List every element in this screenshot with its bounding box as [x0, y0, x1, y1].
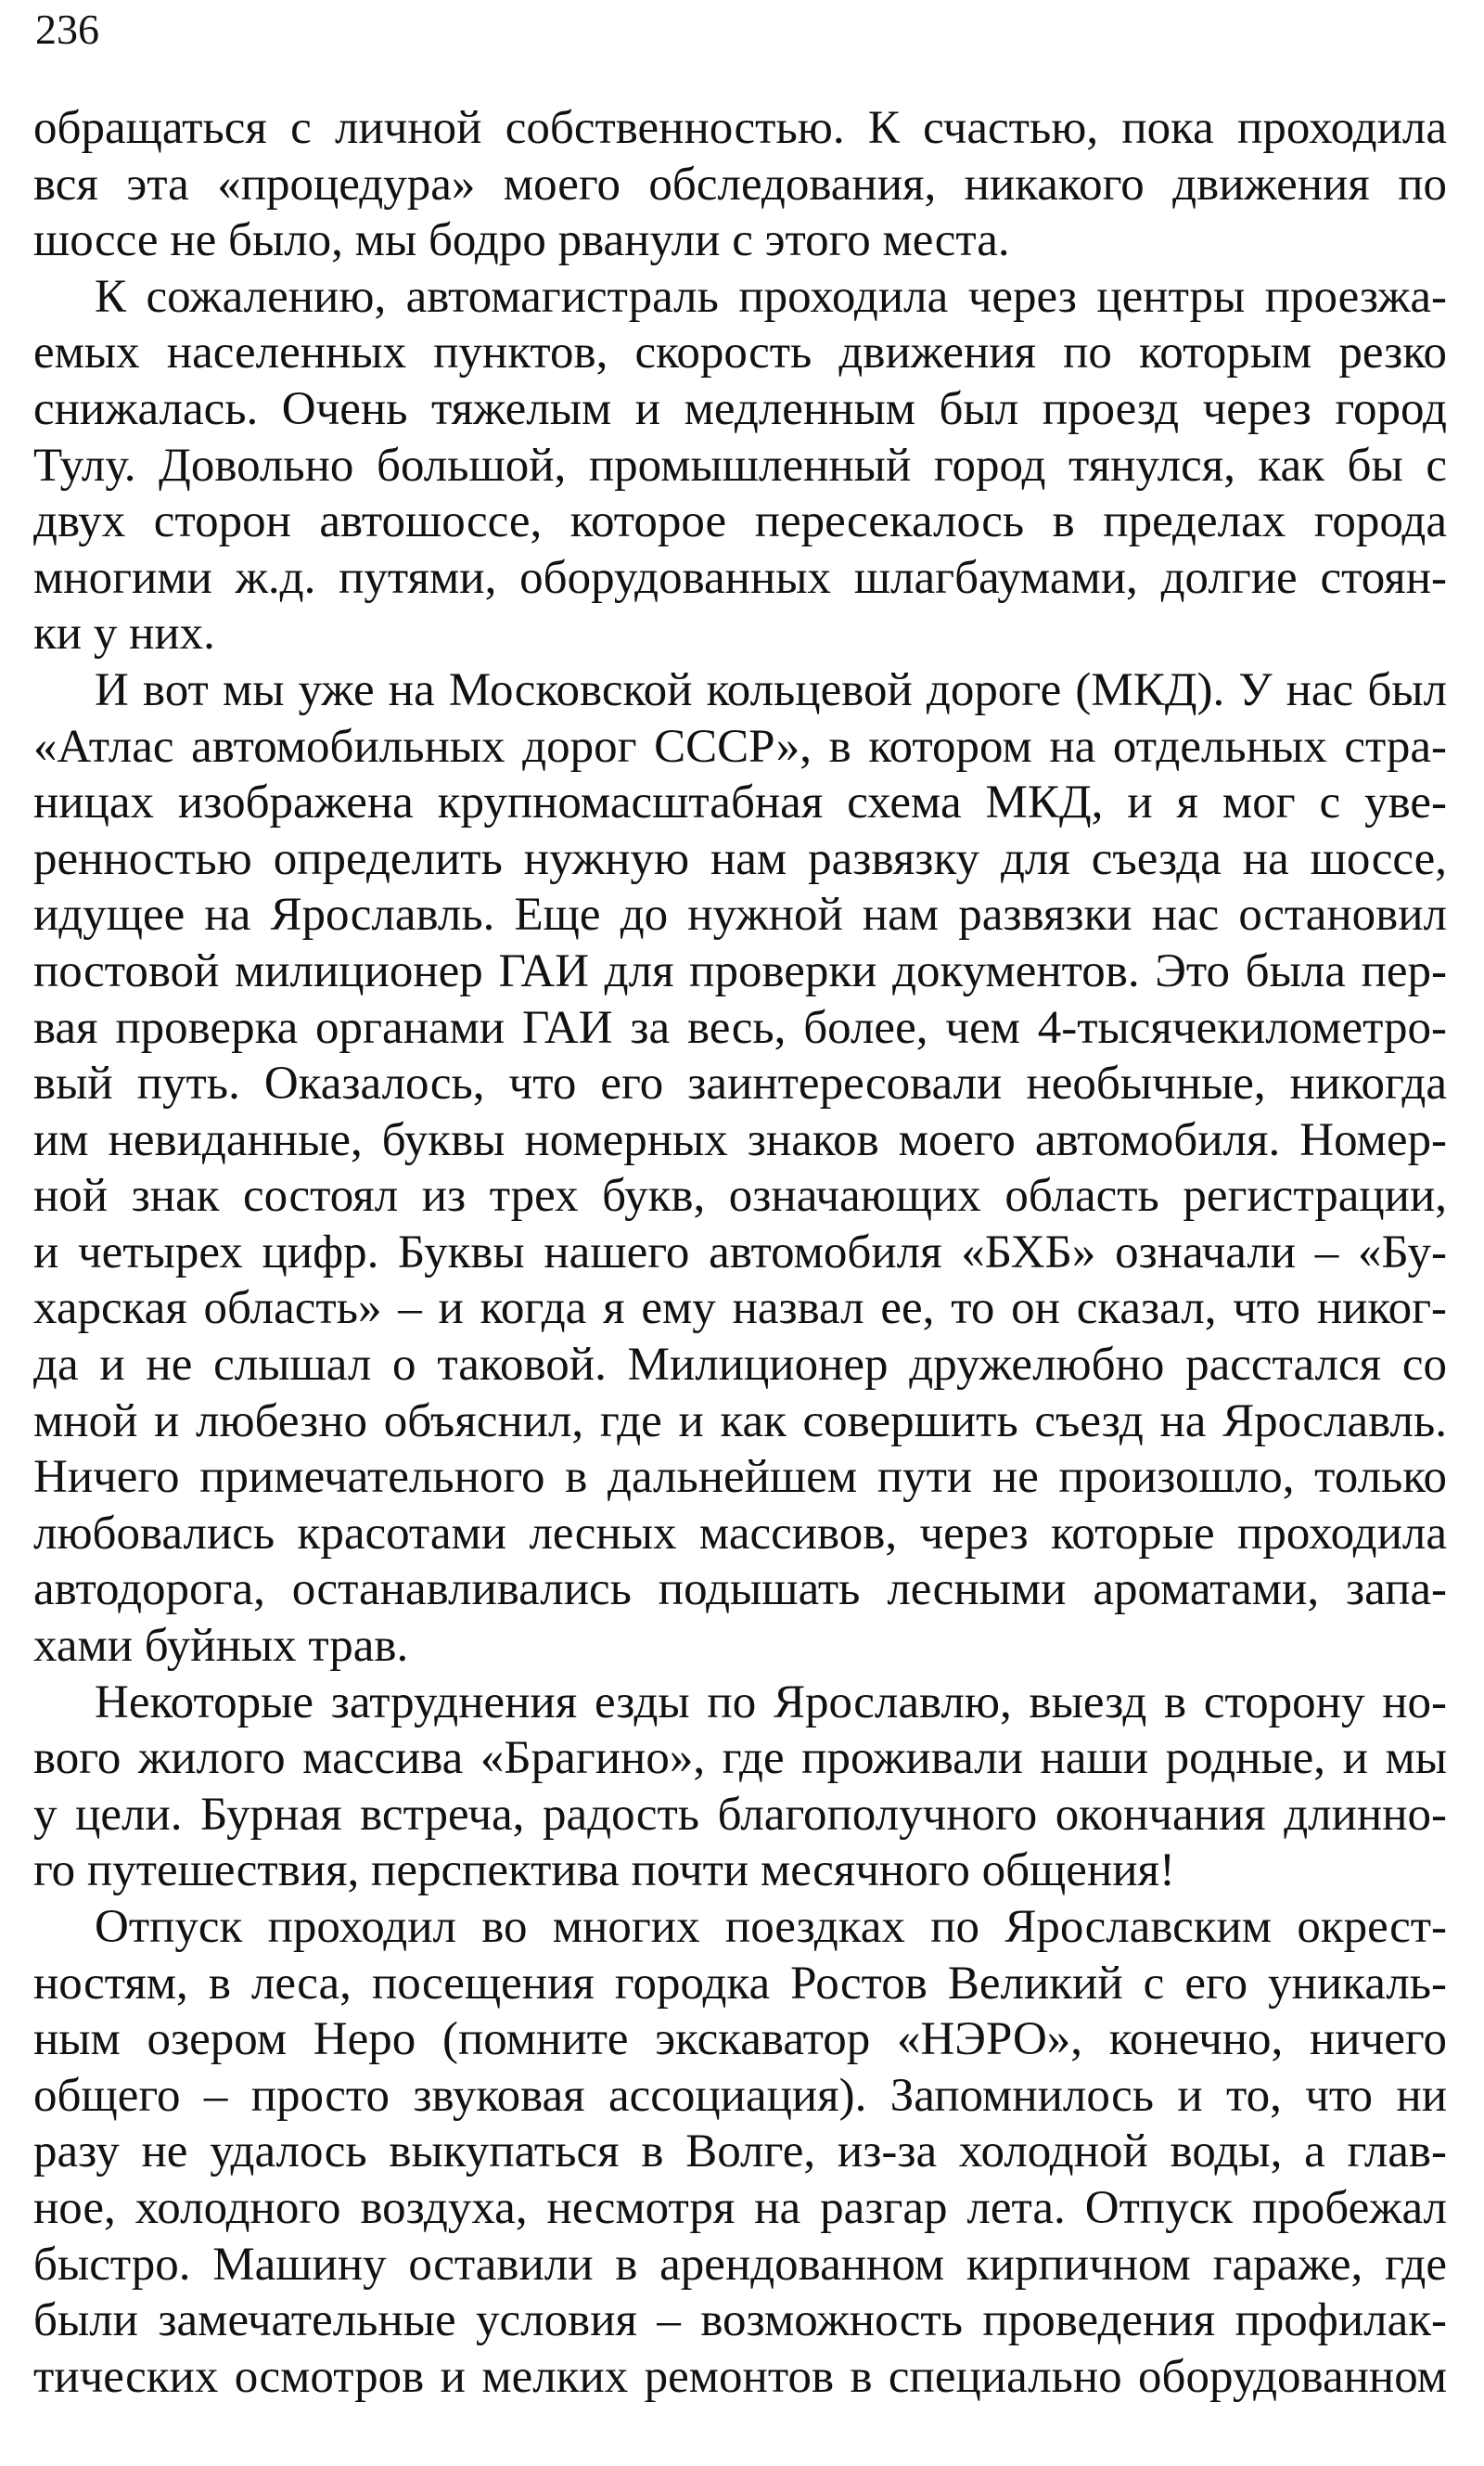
text-line: ное, холодного воздуха, несмотря на разгар лета. Отпуск пробежал	[33, 2181, 1447, 2234]
text-line: Некоторые затруднения езды по Ярославлю, выезд в сторону но-	[95, 1676, 1447, 1728]
text-line: вого жилого массива «Брагино», где проживали наши родные, и мы	[33, 1732, 1447, 1785]
body-text	[33, 100, 1447, 2405]
paragraph-1	[33, 100, 1447, 269]
paragraph-2	[33, 269, 1447, 662]
paragraph-4	[33, 1675, 1447, 1899]
text-line: идущее на Ярославль. Еще до нужной нам развязки нас остановил	[33, 889, 1447, 942]
text-line: вая проверка органами ГАИ за весь, более, чем 4-тысячекилометро-	[33, 1001, 1447, 1054]
text-line: и четырех цифр. Буквы нашего автомобиля «БХБ» означали – «Бу-	[33, 1226, 1447, 1278]
text-line: Ничего примечательного в дальнейшем пути не произошло, только	[33, 1451, 1447, 1504]
text-line: постовой милиционер ГАИ для проверки документов. Это была пер-	[33, 944, 1447, 997]
text-line: ренностью определить нужную нам развязку для съезда на шоссе,	[33, 832, 1447, 885]
text-line: ницах изображена крупномасштабная схема МКД, и я мог с уве-	[33, 777, 1447, 829]
text-line: да и не слышал о таковой. Милиционер дружелюбно расстался со	[33, 1339, 1447, 1392]
text-line: «Атлас автомобильных дорог СССР», в котором на отдельных стра-	[33, 720, 1447, 773]
page-number: 236	[35, 6, 99, 53]
text-line: общего – просто звуковая ассоциация). Запомнилось и то, что ни	[33, 2069, 1447, 2122]
paragraph-3	[33, 662, 1447, 1675]
text-line: у цели. Бурная встреча, радость благополучного окончания длинно-	[33, 1788, 1447, 1841]
text-line: вый путь. Оказалось, что его заинтересовали необычные, никогда	[33, 1058, 1447, 1111]
text-line: ной знак состоял из трех букв, означающих область регистрации,	[33, 1170, 1447, 1223]
text-line: быстро. Машину оставили в арендованном кирпичном гараже, где	[33, 2238, 1447, 2291]
text-line: го путешествия, перспектива почти месячного общения!	[33, 1844, 1175, 1897]
text-line: ностям, в леса, посещения городка Ростов Великий с его уникаль-	[33, 1957, 1447, 2010]
text-line: любовались красотами лесных массивов, через которые проходила	[33, 1507, 1447, 1560]
text-line: им невиданные, буквы номерных знаков моего автомобиля. Номер-	[33, 1113, 1447, 1166]
text-line: автодорога, останавливались подышать лесными ароматами, запа-	[33, 1563, 1447, 1616]
text-line: мной и любезно объяснил, где и как совершить съезд на Ярославль.	[33, 1394, 1447, 1447]
paragraph-5	[33, 1899, 1447, 2405]
text-line: шоссе не было, мы бодро рванули с этого места.	[33, 214, 1010, 267]
text-line: Отпуск проходил во многих поездках по Ярославским окрест-	[95, 1901, 1447, 1953]
text-line: К сожалению, автомагистраль проходила через центры проезжа-	[95, 270, 1447, 323]
text-line: тических осмотров и мелких ремонтов в специально оборудованном	[33, 2350, 1447, 2403]
text-line: харская область» – и когда я ему назвал ее, то он сказал, что никог-	[33, 1282, 1447, 1335]
text-line: двух сторон автошоссе, которое пересекалось в пределах города	[33, 495, 1447, 548]
text-line: Тулу. Довольно большой, промышленный город тянулся, как бы с	[33, 439, 1447, 492]
text-line: вся эта «процедура» моего обследования, никакого движения по	[33, 158, 1447, 211]
text-line: И вот мы уже на Московской кольцевой дороге (МКД). У нас был	[95, 663, 1447, 716]
text-line: обращаться с личной собственностью. К счастью, пока проходила	[33, 102, 1447, 154]
text-line: многими ж.д. путями, оборудованных шлагбаумами, долгие стоян-	[33, 551, 1447, 604]
text-line: ным озером Неро (помните экскаватор «НЭРО», конечно, ничего	[33, 2013, 1447, 2066]
text-line: ки у них.	[33, 608, 215, 661]
text-line: разу не удалось выкупаться в Волге, из-за холодной воды, а глав-	[33, 2126, 1447, 2178]
text-line: хами буйных трав.	[33, 1620, 409, 1673]
text-line: были замечательные условия – возможность проведения профилак-	[33, 2294, 1447, 2347]
text-line: снижалась. Очень тяжелым и медленным был проезд через город	[33, 382, 1447, 435]
text-line: емых населенных пунктов, скорость движения по которым резко	[33, 327, 1447, 379]
